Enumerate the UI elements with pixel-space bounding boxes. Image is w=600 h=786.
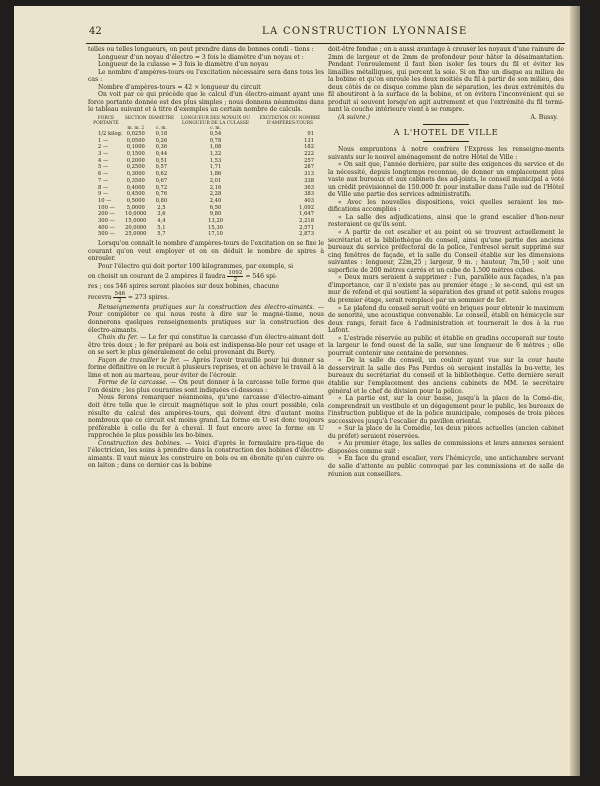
table-header: SECTION [124,115,147,121]
paragraph: « Le plafond du conseil serait voûté en briques pour obtenir le maximum de sonorité, une acoustique convenable. Le conseil, établi en hémicycle sur deux rangs, ferait face à l'administration et tournerait le dos à la rue Lafont. [328,304,564,335]
subheading: Façon de travailler le fer. [98,356,181,364]
table-cell: 5 — [98,164,109,171]
unit-label: c. m. [155,125,167,131]
table-cell: 0,2500 [126,164,145,171]
formula: Nombre d'ampères-tours = 42 × longueur du circuit [98,83,261,91]
table-cell: 1,08 [209,144,222,151]
table-row [88,164,324,171]
table-cell: 0,67 [155,177,168,184]
table-cell: 4 — [98,157,109,164]
paragraph: « L'estrade réservée au public et établie en gradins occuperait sur toute la largeur le fond ouest de la salle, sur une longueur de 6 mètres ; elle pourrait contenir une centaine de personnes. [328,334,564,357]
paragraph: « Sur la place de la Comédie, les deux pièces actuelles (ancien cabinet du préfet) seraient réservées. [328,425,564,440]
table-cell: 5,0000 [126,204,145,211]
table-cell: 500 — [98,231,115,238]
subheading: Choix du fer. [98,334,138,342]
table-cell: 1,53 [209,157,222,164]
section-divider [423,141,469,142]
table-cell: 400 — [98,224,115,231]
unit-label: c. m. [210,125,221,131]
equation-text: = 546 spi- [245,273,277,281]
table-row [88,138,324,145]
table-row [88,178,324,185]
author-signature: A. Bussy. [530,113,558,121]
table-cell: 0,5000 [126,197,145,204]
table-cell: 0,57 [155,164,168,171]
table-cell: 313 [304,171,314,178]
table-cell: 403 [304,197,314,204]
table-cell: 1 — [98,137,109,144]
fraction-denominator: 2 [117,297,122,304]
table-cell: 338 [304,177,314,184]
table-row [88,225,324,232]
table-row [88,185,324,192]
subheading: Construction des bobines. [98,439,182,447]
table-cell: 1,71 [209,164,222,171]
table-header: LONGUEUR DES NOYAUX OU LONGUEUR DE LA CULASSE [181,115,251,126]
table-cell: 2,16 [209,184,222,191]
paragraph: « La partie est, sur la cour basse, jusqu'à la place de la Comé-die, comprendrait un vestibule et un dégagement pour le public, les bureaux de l'instruction publique et de la police municipale, composés de trois pièces successives jusqu'à l'escalier du pavillon oriental. [328,395,564,425]
table-cell: 0,0500 [126,137,145,144]
table-row [88,191,324,198]
table-cell: 7 — [98,177,109,184]
left-column [88,46,324,470]
table-cell: 10 — [98,197,112,204]
table-cell: 0,0250 [126,130,145,137]
paragraph-text: — Après l'avoir travaillé pour lui donner sa forme définitive on le recuit à plusieurs reprises, et on achève le travail à la lime et non au marteau, pour éviter de l'écrouir. [88,356,325,379]
paragraph-text: — Voici d'après le formulaire pra-tique de l'électricien, les soins à prendre dans la construction des bobines d'électro-aimants. Il vaut mieux les construire en bois ou en ébonite qu'en cuivre ou en laiton ; dans ce dernier cas la bobine [88,439,324,470]
paragraph: doit-être fendue ; on a aussi avantage à creuser les noyaux d'une rainure de 2mm de largeur et de 2mm de profondeur pour hâter la désaimantation. Pendant l'enroulement il faut bien isoler les tours du fil et éviter les limailles métalliques, qui percent la soie. Si on fixe un disque au milieu de la bobine et qu'on enroule les deux moitiés du fil à partir de son milieu, des deux côtés de ce disque comme plan de séparation, les deux extrémités du fil aboutiront à la surface de la bobine, et on évitera l'inconvénient qui se produit si souvent lorsqu'on agit autrement et que l'extrémité du fil termi-nant la couche intérieure vient à se rompre. [328,46,564,114]
table-row [88,231,324,238]
table-row [88,131,324,138]
paragraph: Nous empruntons à notre confrère l'Express les renseigne-ments suivants sur le nouvel aménagement de notre Hôtel de Ville : [328,146,564,161]
table-cell: 0,4000 [126,184,145,191]
table-cell: 182 [304,144,314,151]
table-cell: 0,2000 [126,157,145,164]
table-cell: 0,26 [155,137,168,144]
paragraph-text: — On peut donner à la carcasse telle forme que l'on désire ; les plus courantes sont indiquées ci-dessous : [88,379,324,394]
equation-line [88,291,324,304]
running-header [14,6,570,40]
table-cell: 300 — [98,218,115,225]
table-cell: 2,01 [209,177,222,184]
table-cell: 0,44 [155,151,168,158]
fraction [113,291,126,304]
table-cell: 13,20 [208,218,223,225]
table-cell: 0,72 [155,184,168,191]
table-cell: 0,76 [155,191,168,198]
table-cell: 91 [307,130,314,137]
paragraph: « On sait que, l'année dernière, par suite des exigences du service et de la nécessité, depuis longtemps reconnue, de donner un emplacement plus vaste aux bureaux et aux cabinets des ad-joints, le conseil municipal a voté un crédit prévisionnel de 150.000 fr. pour installer dans l'aile sud de l'Hôtel de Ville une partie des services administratifs. [328,161,564,199]
table-cell: 25,0000 [125,231,147,238]
newspaper-page [14,6,580,776]
paragraph-text: — Pour compléter ce qui nous reste à dire sur le magné-tisme, nous donnerons quelques renseignements pratiques sur la construction des électro-aimants. [88,303,324,334]
fraction-numerator: 1092 [228,270,243,277]
paragraph: « De la salle du conseil, un couloir ayant vue sur la cour haute desservirait la salle des Pas Perdus où seraient installés la bu-vette, les bureaux du secrétariat du conseil et la bibliothèque. Cette dernière serait établie sur l'emplacement des anciens cabinets de MM. le secrétaire général et le chef de division pour la police. [328,357,564,395]
table-header: DIAMÈTRE [148,115,175,121]
paragraph [88,357,324,380]
table-cell: 15,0000 [125,218,147,225]
table-row [88,158,324,165]
table-cell: 100 — [98,204,115,211]
paragraph: On voit par ce qui précède que le calcul d'un électro-aimant ayant une force portante donnée est des plus simples ; nous donnons néanmoins dans le tableau suivant et à titre d'exemples un certain nombre de calculs. [88,91,324,114]
equation-text: on choisit un courant de 2 ampères il faudra [88,273,226,281]
equation-line [88,270,324,283]
table-cell: 6,50 [209,204,222,211]
table-row [88,151,324,158]
table-cell: 0,36 [155,144,168,151]
paragraph: Longueur de la culasse = 3 fois le diamètre d'un noyau [98,61,269,69]
table-cell: 1/2 kilog. [98,130,123,137]
paragraph [88,304,324,334]
table-header: FORCE PORTANTE [93,115,119,126]
table-cell: 363 [304,184,314,191]
table-cell: 10,0000 [125,211,147,218]
book-spine-edge [570,6,580,776]
table-cell: 0,3500 [126,177,145,184]
table-cell: 0,78 [209,137,222,144]
table-cell: 5,7 [157,231,166,238]
byline [328,114,564,122]
header-rule [86,43,565,44]
table-cell: 0,51 [155,157,168,164]
electromagnet-table [88,116,324,238]
table-cell: 9,80 [209,211,222,218]
table-row [88,218,324,225]
table-cell: 2,28 [209,191,222,198]
section-divider [423,124,469,125]
table-cell: 1,647 [299,211,314,218]
subheading: Renseignements pratiques sur la construction des électro-aimants. [98,303,315,311]
table-cell: 0,80 [155,197,168,204]
table-cell: 222 [304,151,314,158]
paragraph: telles ou telles longueurs, on peut prendre dans de bonnes condi - tions : [88,46,314,53]
paragraph: Nous ferons remarquer néanmoins, qu'une carcasse d'électro-aimant doit être telle que le circuit magnétique soit le plus court possible, cela résulte du calcul des ampères-tours, qui doivent être d'autant moins nombreux que ce circuit est moins grand. La forme en U est donc toujours préférable à celle du fer à cheval. Il faut encore avec la forme en U rapprochée le plus possible les bo-bines. [88,394,324,440]
table-cell: 1,86 [209,171,222,178]
paragraph [88,379,324,394]
table-cell: 2,218 [299,218,314,225]
table-row [88,211,324,218]
table-cell: 0,1000 [126,144,145,151]
paragraph: Pour l'électro qui doit porter 100 kilogrammes, par exemple, si [98,262,294,270]
table-row [88,171,324,178]
table-cell: 3 — [98,151,109,158]
paragraph: « Avec les nouvelles dispositions, voici quelles seraient les mo-difications accomplies : [328,198,564,214]
table-cell: 0,3000 [126,171,145,178]
table-cell: 0,54 [209,130,222,137]
table-cell: 383 [304,191,314,198]
table-cell: 0,4500 [126,191,145,198]
unit-label: m. m. 2 [127,125,145,131]
equation-text: recevra [88,293,112,301]
table-cell: 0,1500 [126,151,145,158]
table-cell: 2,571 [299,224,314,231]
table-cell: 9 — [98,191,109,198]
table-cell: 131 [304,137,314,144]
table-cell: 4,4 [157,218,166,225]
paragraph: « Deux murs seraient à supprimer : l'un, parallèle aux façades, n'a pas d'importance, car il n'existe pas au premier étage ; le se-cond, qui est un mur de refend et qui soutient la séparation des grand et petit salons rouges du premier étage, serait remplacé par un sommier de fer. [328,274,564,304]
fraction [227,270,243,283]
table-cell: 17,10 [208,231,223,238]
table-cell: 287 [304,164,314,171]
table-cell: 2 — [98,144,109,151]
table-cell: 3,6 [157,211,166,218]
paragraph: Lorsqu'on connaît le nombre d'ampères-tours de l'excitation on se fixe le courant qu'on veut employer et on en déduit le nombre de spires à enrouler. [88,240,324,263]
paragraph: Longueur d'un noyau d'électro = 3 fois le diamètre d'un noyau et : [98,53,304,61]
journal-title: LA CONSTRUCTION LYONNAISE [262,26,468,37]
paragraph: « A partir de cet escalier et au point où se trouvent actuellement le secrétariat et la bibliothèque du conseil, ainsi qu'une partie des anciens bureaux du service préfectoral de la police, l'entresol serait supprimé sur cinq fenêtres de façade, et la salle du Conseil établie sur les dimensions suivantes : longueur, 22m,25 ; largeur, 9 m. ; hauteur, 7m,50 ; soit une superficie de 200 mètres carrés et un cube de 1.500 mètres cubes. [328,229,564,274]
table-cell: 8 — [98,184,109,191]
paragraph [88,334,324,357]
fraction-numerator: 546 [114,290,125,297]
table-cell: 1,32 [209,151,222,158]
table-cell: 0,18 [155,130,168,137]
table-row [88,205,324,212]
paragraph [88,440,324,470]
table-cell: 2,873 [299,231,314,238]
paragraph: res ; ces 546 spires seront placées sur deux bobines, chacune [88,283,280,291]
table-cell: 5,1 [157,224,166,231]
subheading: Forme de la carcasse. [98,379,168,387]
table-cell: 0,62 [155,171,168,178]
table-cell: 1,092 [299,204,314,211]
table-cell: 2,40 [209,197,222,204]
page-number: 42 [89,26,102,37]
to-be-continued: (A suivre.) [338,113,370,121]
fraction-denominator: 2 [233,277,238,284]
paragraph: « La salle des adjudications, ainsi que le grand escalier d'hon-neur resteraient ce qu'ils sont. [328,213,564,229]
section-title: A L'HOTEL DE VILLE [393,128,499,139]
paragraph: « Au premier étage, les salles de commissions et leurs annexes seraient disposées comme suit : [328,440,564,455]
table-cell: 15,30 [208,224,223,231]
equation-text: = 273 spires. [127,293,170,301]
right-column [328,46,564,478]
table-cell: 200 — [98,211,115,218]
paragraph-text: — Le fer qui constitue la carcasse d'un électro-aimant doit être très doux ; le fer préparé au bois est indispensa-ble pour cet usage et on se sert le plus généralement de celui provenant du Berry. [88,334,324,357]
table-header: EXCITATION OU NOMBRE D'AMPÈRES-TOURS [259,115,321,126]
table-row [88,198,324,205]
table-cell: 257 [304,157,314,164]
table-cell: 2,5 [157,204,166,211]
paragraph: « En face du grand escalier, vers l'hémicycle, une antichambre servant de salle d'attente au public convoqué par les commissions et de salle de réunion aux conseillers. [328,455,564,478]
table-cell: 6 — [98,171,109,178]
table-cell: 20,0000 [125,224,147,231]
table-row [88,144,324,151]
paragraph: Le nombre d'ampères-tours ou l'excitation nécessaire sera dans tous les cas : [88,68,324,84]
